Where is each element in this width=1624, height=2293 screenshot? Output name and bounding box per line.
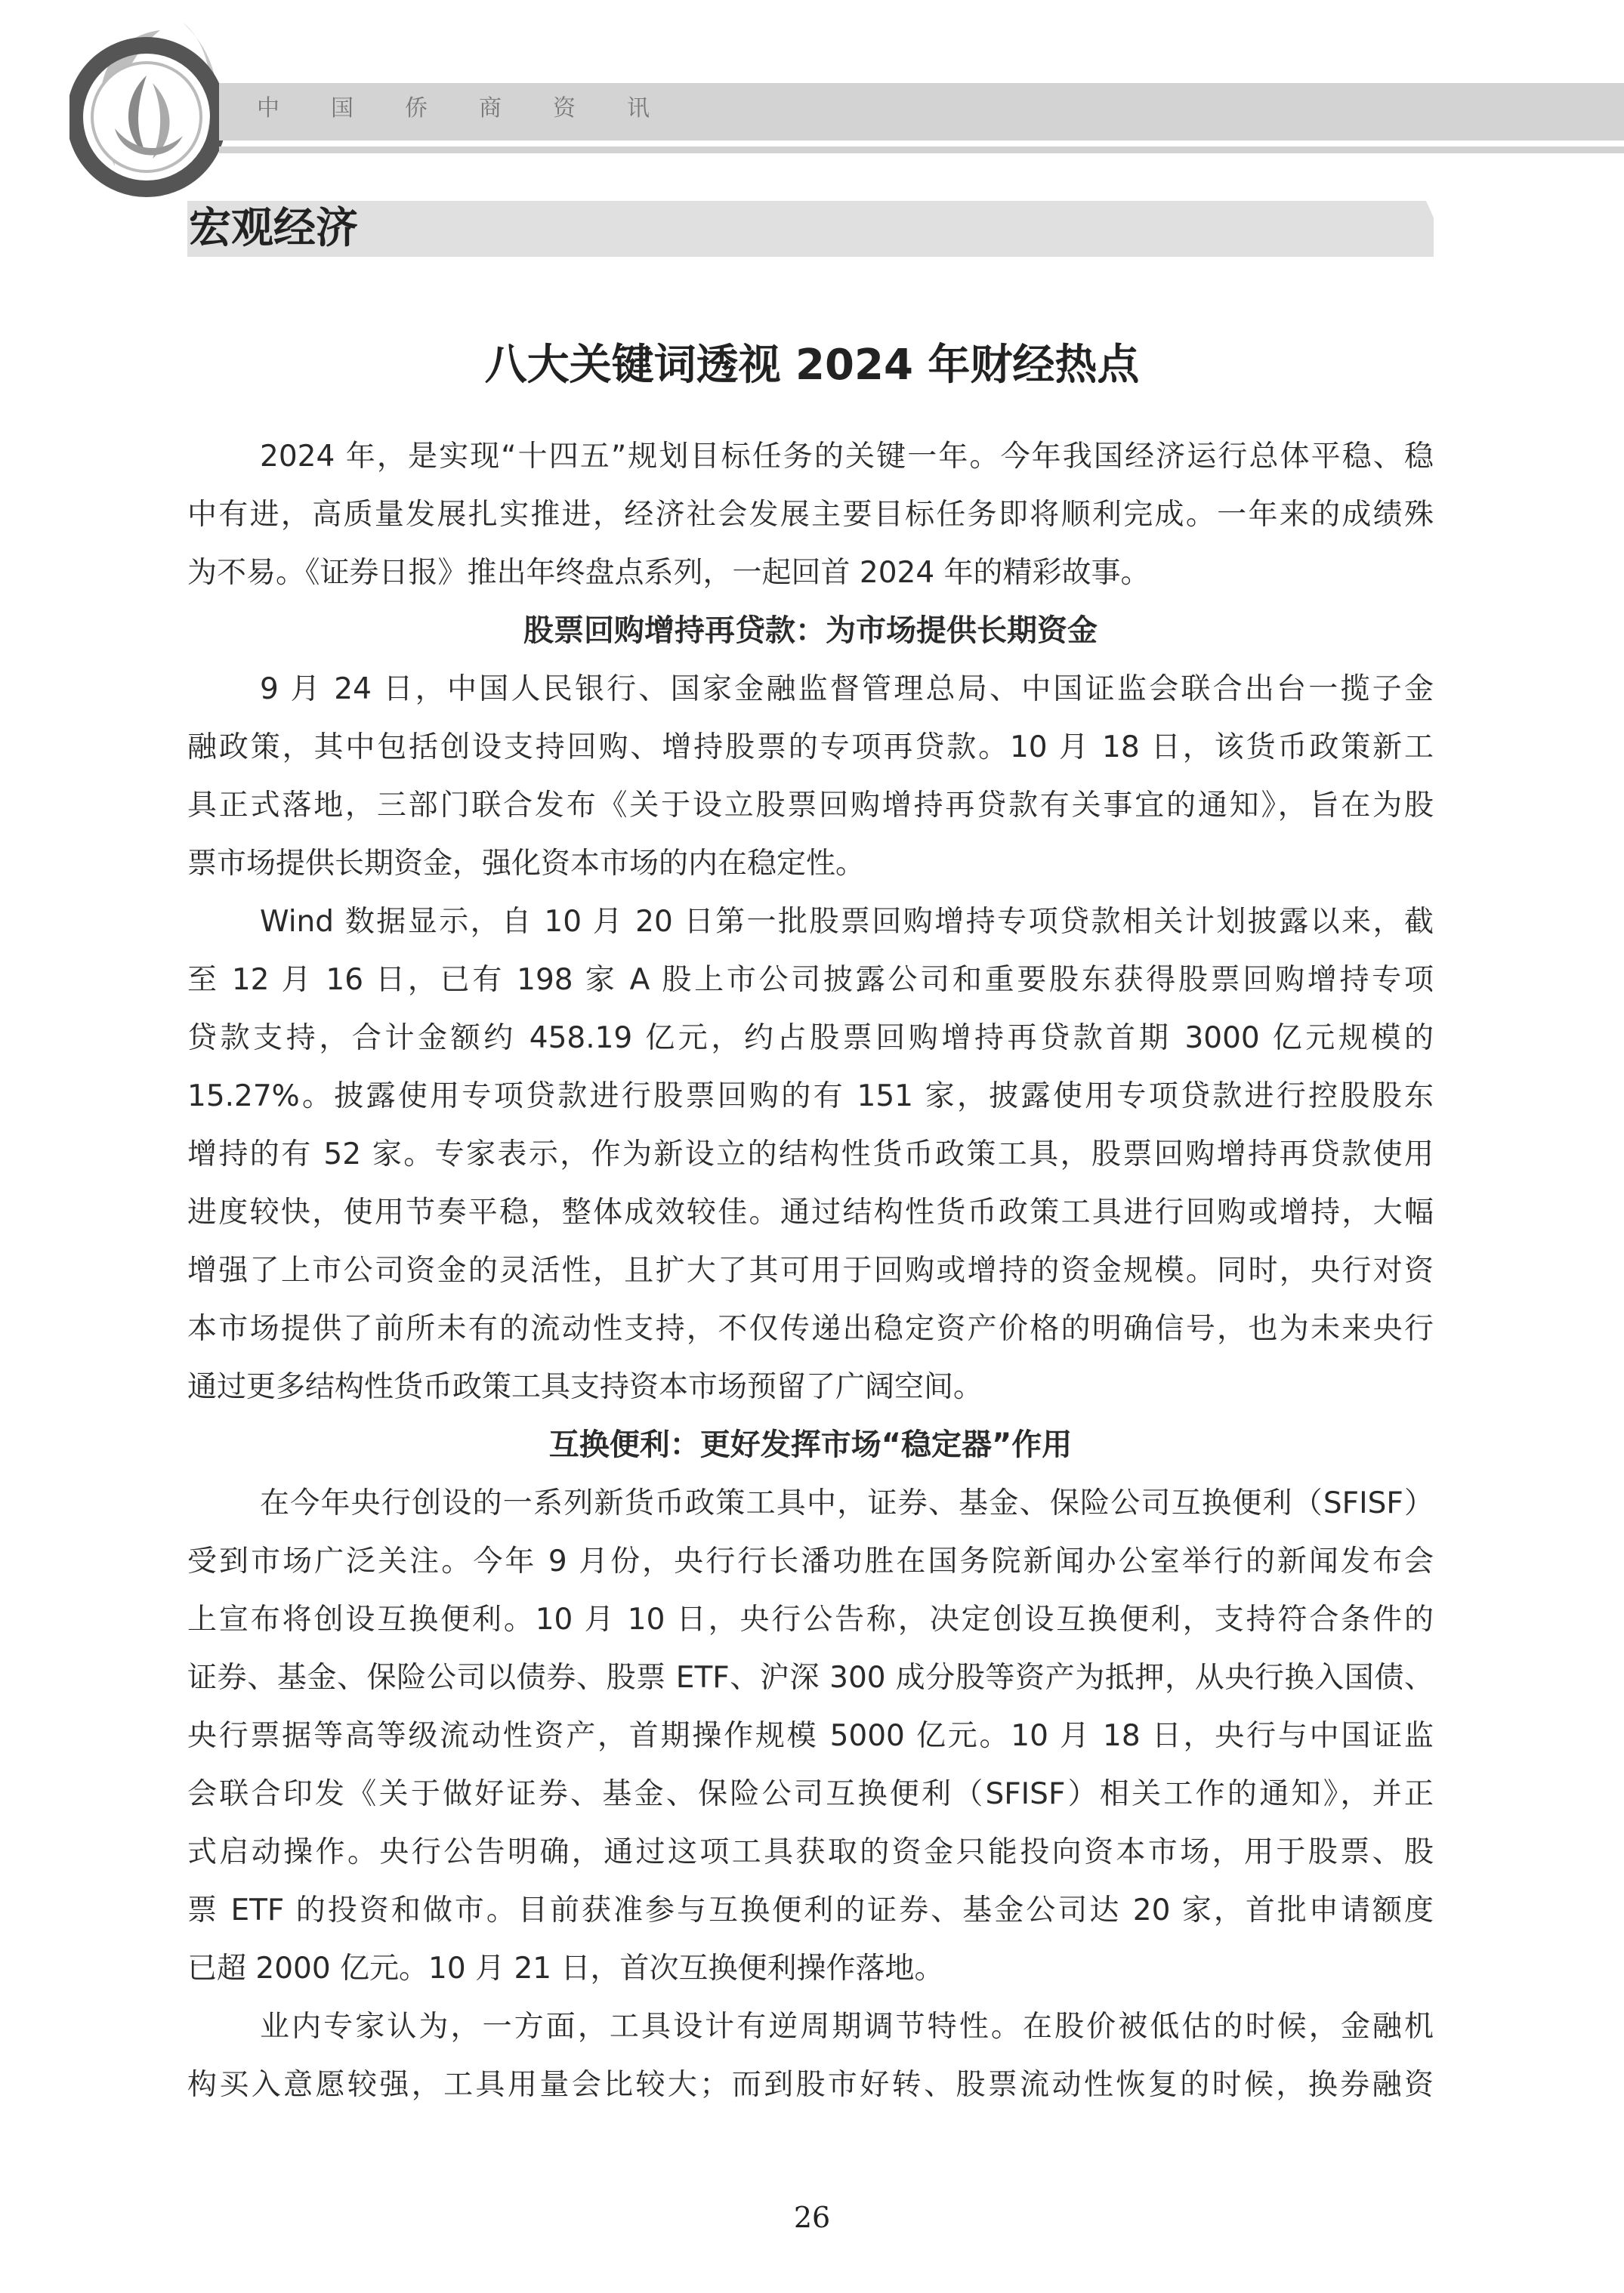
text-line: 通过更多结构性货币政策工具支持资本市场预留了广阔空间。 — [187, 1370, 983, 1404]
text-line: 在今年央行创设的一系列新货币政策工具中，证券、基金、保险公司互换便利（SFISF） — [260, 1486, 1434, 1520]
text-line: 会联合印发《关于做好证券、基金、保险公司互换便利（SFISF）相关工作的通知》，并正 — [187, 1777, 1434, 1811]
section-banner — [187, 201, 1434, 257]
header-stripe — [219, 147, 1624, 153]
text-line: 中有进，高质量发展扎实推进，经济社会发展主要目标任务即将顺利完成。一年来的成绩殊 — [187, 498, 1434, 532]
text-line: 构买入意愿较强，工具用量会比较大；而到股市好转、股票流动性恢复的时候，换券融资 — [187, 2068, 1434, 2102]
text-line: 已超 2000 亿元。10 月 21 日，首次互换便利操作落地。 — [187, 1952, 944, 1986]
text-line: 为不易。《证券日报》推出年终盘点系列，一起回首 2024 年的精彩故事。 — [187, 556, 1150, 590]
text-line: 证券、基金、保险公司以债券、股票 ETF、沪深 300 成分股等资产为抵押，从央行换入国债、 — [187, 1661, 1434, 1695]
text-line: 票 ETF 的投资和做市。目前获准参与互换便利的证券、基金公司达 20 家，首批申请额度 — [187, 1893, 1434, 1927]
subheading: 股票回购增持再贷款：为市场提供长期资金 — [523, 613, 1098, 648]
subheading: 互换便利：更好发挥市场“稳定器”作用 — [548, 1427, 1073, 1462]
text-line: 业内专家认为，一方面，工具设计有逆周期调节特性。在股价被低估的时候，金融机 — [260, 2010, 1434, 2044]
text-line: 本市场提供了前所未有的流动性支持，不仅传递出稳定资产价格的明确信号，也为未来央行 — [187, 1312, 1434, 1346]
text-line: 增强了上市公司资金的灵活性，且扩大了其可用于回购或增持的资金规模。同时，央行对资 — [187, 1254, 1434, 1288]
text-line: 至 12 月 16 日，已有 198 家 A 股上市公司披露公司和重要股东获得股票回购增持专项 — [187, 963, 1434, 997]
paragraph — [187, 893, 1434, 1416]
text-line: Wind 数据显示，自 10 月 20 日第一批股票回购增持专项贷款相关计划披露以来，截 — [260, 905, 1434, 939]
text-line: 融政策，其中包括创设支持回购、增持股票的专项再贷款。10 月 18 日，该货币政策新工 — [187, 730, 1434, 764]
text-line: 2024 年，是实现“十四五”规划目标任务的关键一年。今年我国经济运行总体平稳、稳 — [260, 440, 1434, 474]
article-body — [187, 427, 1434, 2114]
article-title: 八大关键词透视 2024 年财经热点 — [484, 341, 1140, 390]
magazine-name: 中国侨商资讯 — [257, 95, 701, 122]
text-line: 增持的有 52 家。专家表示，作为新设立的结构性货币政策工具，股票回购增持再贷款使用 — [187, 1137, 1434, 1171]
text-line: 9 月 24 日，中国人民银行、国家金融监督管理总局、中国证监会联合出台一揽子金 — [260, 672, 1434, 706]
page-number: 26 — [793, 2201, 831, 2234]
text-line: 票市场提供长期资金，强化资本市场的内在稳定性。 — [187, 847, 866, 881]
paragraph — [187, 427, 1434, 602]
text-line: 式启动操作。央行公告明确，通过这项工具获取的资金只能投向资本市场，用于股票、股 — [187, 1835, 1434, 1869]
text-line: 具正式落地，三部门联合发布《关于设立股票回购增持再贷款有关事宜的通知》，旨在为股 — [187, 789, 1434, 822]
text-line: 受到市场广泛关注。今年 9 月份，央行行长潘功胜在国务院新闻办公室举行的新闻发布会 — [187, 1545, 1434, 1579]
text-line: 央行票据等高等级流动性资产，首期操作规模 5000 亿元。10 月 18 日，央行与中国证监 — [187, 1719, 1434, 1753]
paragraph — [187, 660, 1434, 893]
text-line: 15.27%。披露使用专项贷款进行股票回购的有 151 家，披露使用专项贷款进行控股股东 — [187, 1079, 1434, 1113]
text-line: 贷款支持，合计金额约 458.19 亿元，约占股票回购增持再贷款首期 3000 亿元规模的 — [187, 1021, 1434, 1055]
text-line: 进度较快，使用节奏平稳，整体成效较佳。通过结构性货币政策工具进行回购或增持，大幅 — [187, 1196, 1434, 1230]
association-logo — [69, 15, 243, 204]
text-line: 上宣布将创设互换便利。10 月 10 日，央行公告称，决定创设互换便利，支持符合条件的 — [187, 1603, 1434, 1637]
paragraph — [187, 1998, 1434, 2114]
section-title: 宏观经济 — [189, 203, 358, 253]
paragraph — [187, 1474, 1434, 1998]
